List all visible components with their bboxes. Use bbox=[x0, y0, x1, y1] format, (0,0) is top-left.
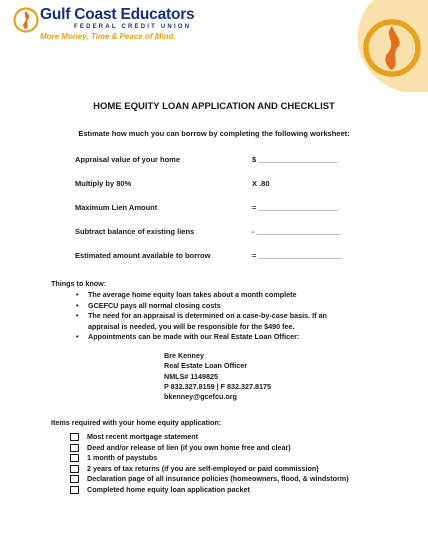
worksheet-value: X .80 bbox=[252, 179, 270, 188]
loan-officer-contact bbox=[164, 351, 271, 402]
items-checklist bbox=[70, 432, 349, 495]
worksheet-blank[interactable]: $ ___________________ bbox=[252, 155, 338, 164]
checklist-item: 1 month of paystubs bbox=[70, 453, 349, 464]
decorative-flame-emblem-icon bbox=[328, 0, 428, 92]
list-item: • GCEFCU pays all normal closing costs bbox=[76, 300, 221, 310]
worksheet-label: Appraisal value of your home bbox=[75, 155, 181, 164]
items-required-heading: Items required with your home equity application: bbox=[51, 418, 222, 427]
checkbox[interactable] bbox=[70, 454, 79, 462]
checklist-item: 2 years of tax returns (if you are self-employed or paid commission) bbox=[70, 464, 349, 475]
things-to-know-heading: Things to know: bbox=[51, 279, 107, 288]
worksheet-row-existing-liens bbox=[75, 227, 395, 239]
officer-phone: P 832.327.8159 | F 832.327.8175 bbox=[164, 381, 271, 391]
brand-tagline: More Money, Time & Peace of Mind. bbox=[40, 32, 176, 41]
checklist-item: Most recent mortgage statement bbox=[70, 432, 349, 443]
worksheet-row-multiply bbox=[75, 179, 395, 191]
letterhead bbox=[0, 0, 428, 92]
checkbox[interactable] bbox=[70, 433, 79, 441]
checkbox[interactable] bbox=[70, 475, 79, 483]
bullet-icon: • bbox=[76, 332, 79, 341]
worksheet-row-max-lien bbox=[75, 203, 395, 215]
officer-role: Real Estate Loan Officer bbox=[164, 361, 248, 371]
checklist-item: Completed home equity loan application packet bbox=[70, 485, 349, 496]
worksheet-blank[interactable]: = ____________________ bbox=[252, 251, 342, 260]
brand-subtitle: FEDERAL CREDIT UNION bbox=[74, 24, 192, 30]
list-item: • The need for an appraisal is determined on a case-by-case basis. If an appraisal is needed, you will be responsible for the $490 fee. bbox=[76, 311, 327, 331]
worksheet-row-estimated-amount bbox=[75, 251, 395, 263]
worksheet-intro: Estimate how much you can borrow by completing the following worksheet: bbox=[78, 129, 350, 138]
checklist-item: Declaration page of all insurance policies (homeowners, flood, & windstorm) bbox=[70, 474, 349, 485]
worksheet-label: Maximum Lien Amount bbox=[75, 203, 158, 212]
checklist-item: Deed and/or release of lien (if you own home free and clear) bbox=[70, 443, 349, 454]
brand-name: Gulf Coast Educators bbox=[40, 6, 195, 23]
officer-nmls: NMLS# 1149825 bbox=[164, 371, 218, 381]
checkbox[interactable] bbox=[70, 444, 79, 452]
bullet-icon: • bbox=[76, 311, 79, 320]
worksheet-label: Estimated amount available to borrow bbox=[75, 251, 211, 260]
list-item: • Appointments can be made with our Real Estate Loan Officer: bbox=[76, 332, 300, 341]
worksheet-blank[interactable]: - ____________________ bbox=[252, 227, 341, 236]
worksheet-label: Subtract balance of existing liens bbox=[75, 227, 195, 236]
checkbox[interactable] bbox=[70, 486, 79, 494]
officer-name: Bre Kenney bbox=[164, 351, 204, 360]
bullet-icon: • bbox=[76, 300, 79, 310]
worksheet-label: Multiply by 80% bbox=[75, 179, 132, 188]
bullet-icon: • bbox=[76, 290, 79, 299]
officer-email[interactable]: bkenney@gcefcu.org bbox=[164, 392, 237, 402]
worksheet-blank[interactable]: = ___________________ bbox=[252, 203, 338, 212]
list-item: • The average home equity loan takes about a month complete bbox=[76, 290, 297, 299]
document-title: HOME EQUITY LOAN APPLICATION AND CHECKLIST bbox=[93, 101, 335, 112]
flame-logo-icon bbox=[13, 7, 39, 33]
things-to-know-list bbox=[76, 290, 376, 343]
checkbox[interactable] bbox=[70, 465, 79, 473]
worksheet-row-appraisal bbox=[75, 155, 395, 167]
